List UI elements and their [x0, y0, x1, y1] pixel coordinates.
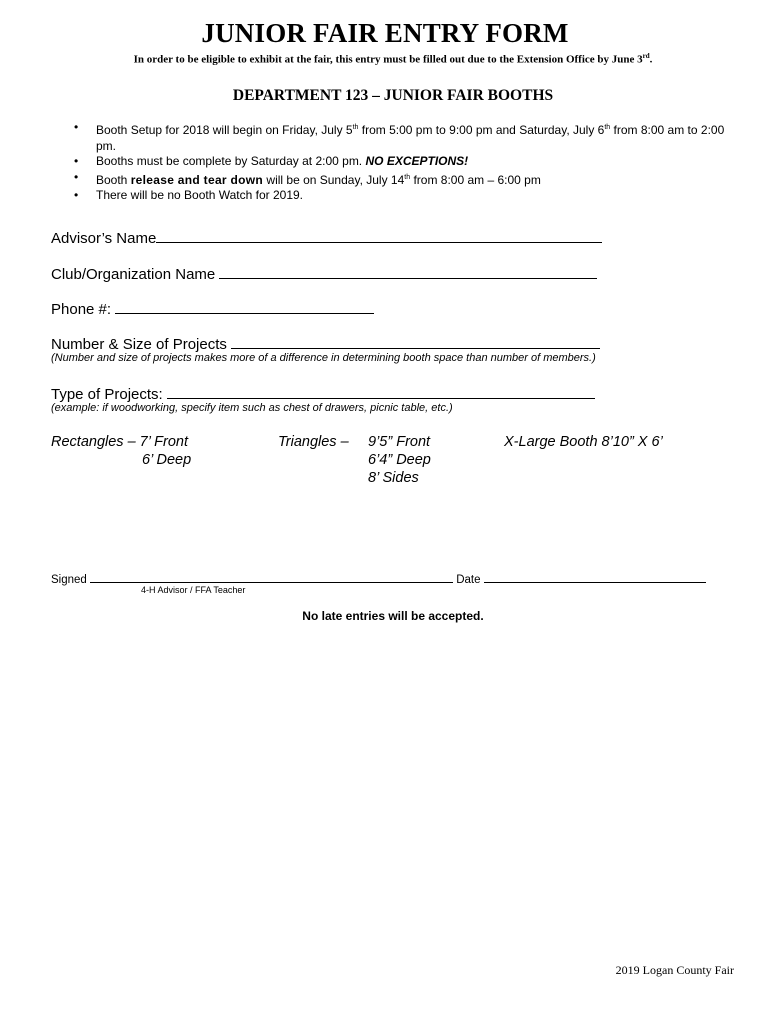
- projects-note: (Number and size of projects makes more of a difference in determining booth space than number of members.): [51, 352, 596, 364]
- phone-row: [51, 298, 374, 318]
- rule-setup-a: Booth Setup for 2018 will begin on Friday, July 5: [96, 123, 353, 137]
- rectangles-size: Rectangles – 7’ Front: [51, 434, 189, 450]
- rule-complete-a: Booths must be complete by Saturday at 2:00 pm.: [96, 154, 366, 168]
- rule-setup-sup1: th: [352, 124, 359, 131]
- department-heading: DEPARTMENT 123 – JUNIOR FAIR BOOTHS: [232, 87, 554, 104]
- footer-text: 2019 Logan County Fair: [615, 963, 734, 977]
- booth-rules-list: [96, 120, 746, 204]
- rule-setup-sup2: th: [604, 124, 611, 131]
- phone-line[interactable]: [115, 298, 374, 314]
- date-label: Date: [456, 574, 481, 586]
- form-title: JUNIOR FAIR ENTRY FORM: [201, 18, 569, 48]
- rule-setup-b: from 5:00 pm to 9:00 pm and Saturday, July 6: [358, 123, 605, 137]
- signature-row: [51, 571, 706, 586]
- triangles-depth: 6’4” Deep: [368, 452, 431, 468]
- project-type-line[interactable]: [167, 383, 595, 399]
- eligibility-notice: [0, 52, 770, 66]
- rule-teardown-d: from 8:00 am – 6:00 pm: [410, 172, 541, 187]
- signer-role: 4-H Advisor / FFA Teacher: [141, 585, 246, 595]
- rule-teardown: [96, 170, 746, 189]
- triangles-front: 9’5” Front: [368, 434, 431, 450]
- project-type-label: Type of Projects:: [51, 386, 163, 403]
- club-name-line[interactable]: [219, 263, 597, 279]
- rule-complete: [96, 154, 746, 170]
- phone-label: Phone #:: [51, 301, 112, 318]
- projects-label: Number & Size of Projects: [51, 336, 227, 353]
- rule-watch: • There will be no Booth Watch for 2019.: [96, 188, 746, 204]
- advisor-name-line[interactable]: [156, 227, 602, 243]
- signed-label: Signed: [51, 574, 87, 586]
- rule-setup-c: from 8:00 am to 2:00 pm.: [96, 123, 725, 153]
- project-type-note: (example: if woodworking, specify item such as chest of drawers, picnic table, etc.): [51, 402, 453, 414]
- eligibility-text: In order to be eligible to exhibit at the fair, this entry must be filled out due to the Extension Office by June 3: [133, 53, 643, 66]
- rule-teardown-a: Booth: [96, 172, 131, 187]
- rule-teardown-emphasis: release and tear down: [130, 172, 264, 187]
- projects-row: [51, 333, 600, 353]
- rectangles-depth: 6’ Deep: [142, 452, 192, 468]
- triangles-label: Triangles –: [278, 434, 349, 450]
- rule-setup: [96, 120, 746, 154]
- project-type-row: [51, 383, 595, 403]
- club-name-label: Club/Organization Name: [51, 266, 216, 283]
- projects-line[interactable]: [231, 333, 600, 349]
- advisor-name-row: [51, 227, 602, 247]
- rule-complete-emphasis: NO EXCEPTIONS!: [365, 154, 469, 168]
- xlarge-booth: X-Large Booth 8’10” X 6’: [504, 434, 663, 450]
- date-line[interactable]: [484, 571, 706, 583]
- club-name-row: [51, 263, 597, 283]
- eligibility-sup: rd: [642, 52, 650, 60]
- rule-teardown-sup: th: [404, 173, 411, 181]
- advisor-name-label: Advisor’s Name: [51, 230, 157, 247]
- triangles-sides: 8’ Sides: [368, 470, 419, 486]
- signature-line[interactable]: [90, 571, 453, 583]
- late-notice: No late entries will be accepted.: [302, 609, 484, 623]
- rule-teardown-c: will be on Sunday, July 14: [263, 172, 405, 187]
- eligibility-end: .: [649, 53, 653, 66]
